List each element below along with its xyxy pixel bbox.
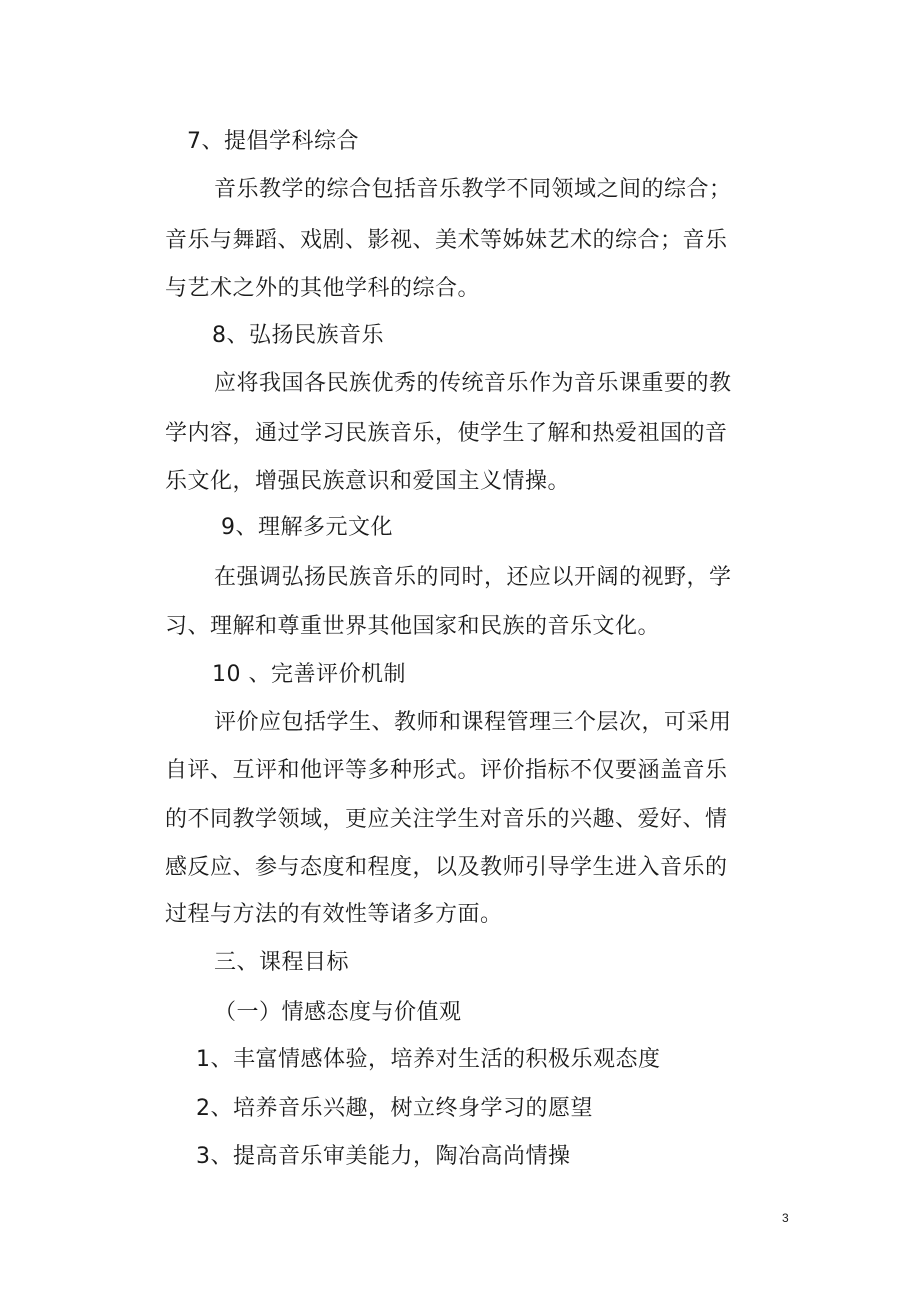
goal-item: 2、培养音乐兴趣，树立终身学习的愿望	[196, 1096, 593, 1121]
paragraph-line: 的不同教学领域，更应关注学生对音乐的兴趣、爱好、情	[165, 807, 728, 832]
paragraph-line: 习、理解和尊重世界其他国家和民族的音乐文化。	[165, 614, 661, 639]
chapter-heading: 三、课程目标	[214, 950, 350, 975]
goal-item: 3、提高音乐审美能力，陶冶高尚情操	[196, 1144, 571, 1169]
section-heading-8: 8、弘扬民族音乐	[212, 323, 384, 348]
section-heading-9: 9、理解多元文化	[221, 515, 393, 540]
subheading: （一）情感态度与价值观	[214, 1000, 462, 1025]
paragraph-line: 学内容，通过学习民族音乐，使学生了解和热爱祖国的音	[165, 421, 728, 446]
paragraph-line: 与艺术之外的其他学科的综合。	[165, 276, 481, 301]
paragraph-line: 乐文化，增强民族意识和爱国主义情操。	[165, 469, 571, 494]
paragraph-line: 应将我国各民族优秀的传统音乐作为音乐课重要的教	[214, 371, 732, 396]
paragraph-line: 感反应、参与态度和程度，以及教师引导学生进入音乐的	[165, 855, 728, 880]
paragraph-line: 自评、互评和他评等多种形式。评价指标不仅要涵盖音乐	[165, 758, 728, 783]
paragraph-line: 过程与方法的有效性等诸多方面。	[165, 902, 503, 927]
paragraph-line: 音乐与舞蹈、戏剧、影视、美术等姊妹艺术的综合；音乐	[165, 228, 728, 253]
section-heading-7: 7、提倡学科综合	[187, 129, 359, 154]
page-number: 3	[782, 1211, 789, 1225]
paragraph-line: 音乐教学的综合包括音乐教学不同领域之间的综合；	[214, 177, 732, 202]
goal-item: 1、丰富情感体验，培养对生活的积极乐观态度	[196, 1047, 661, 1072]
section-heading-10: 10 、完善评价机制	[212, 662, 406, 687]
paragraph-line: 在强调弘扬民族音乐的同时，还应以开阔的视野，学	[214, 565, 732, 590]
paragraph-line: 评价应包括学生、教师和课程管理三个层次，可采用	[214, 710, 732, 735]
